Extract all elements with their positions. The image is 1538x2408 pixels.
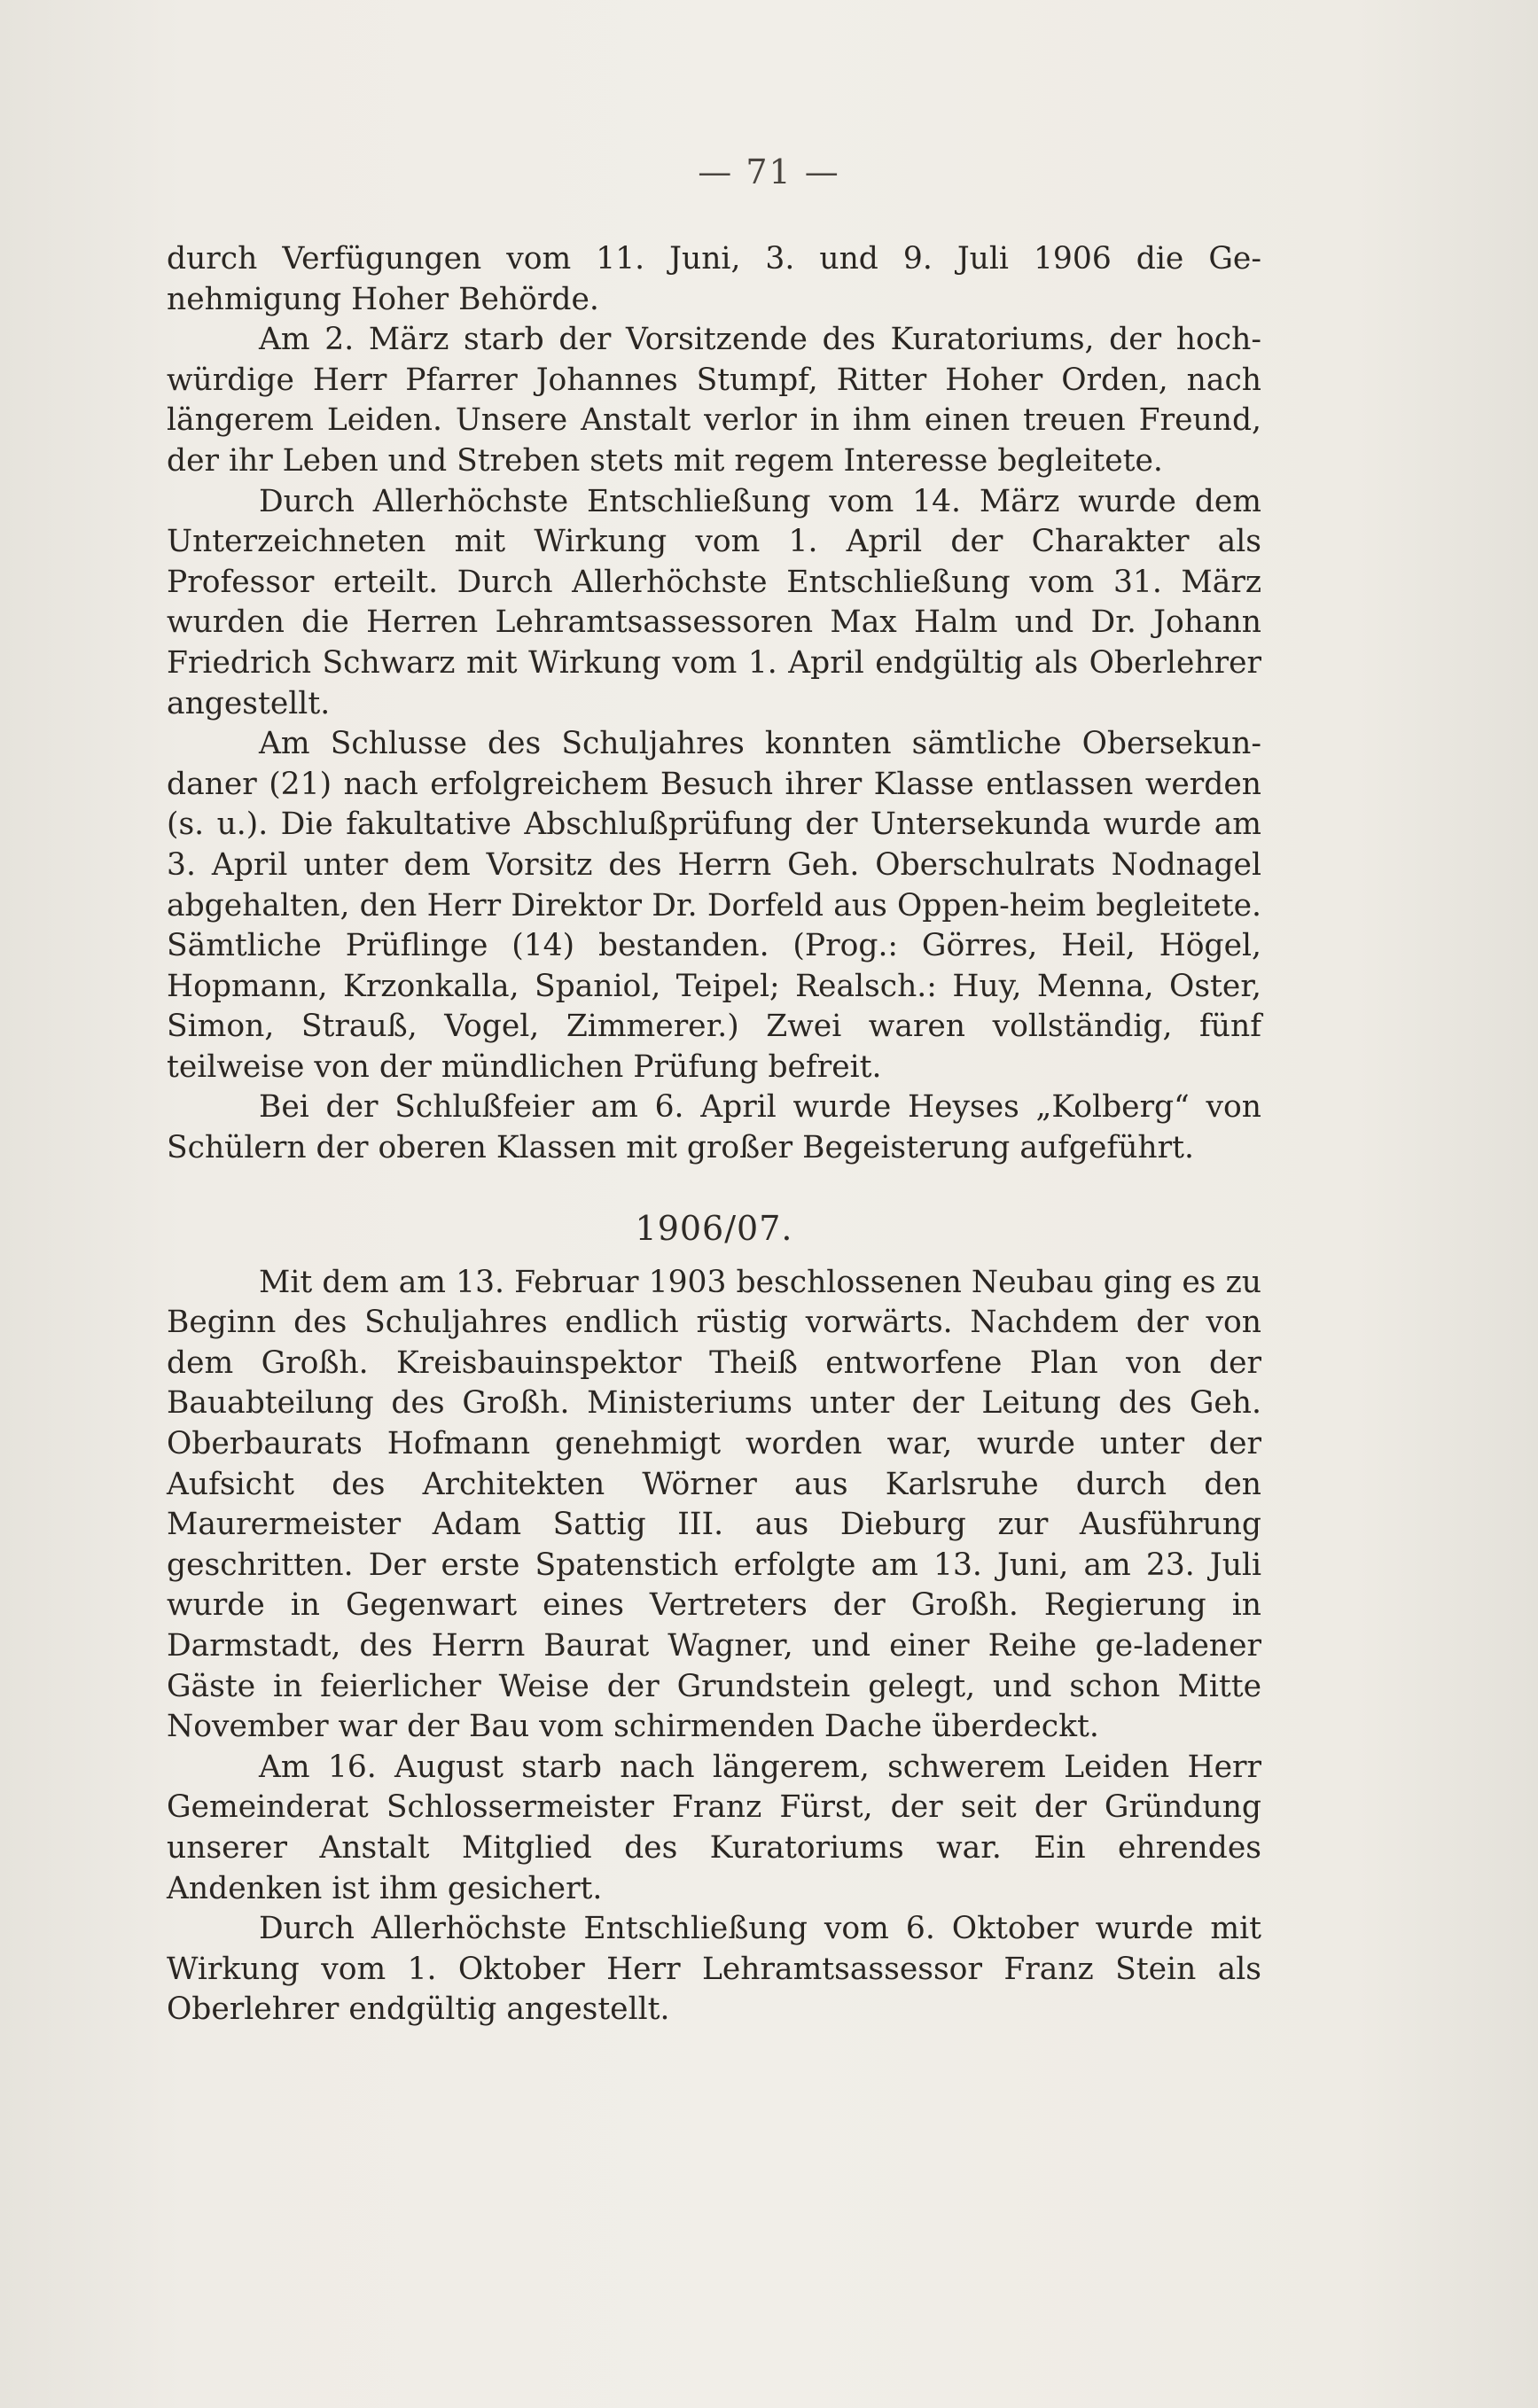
paragraph-approval: durch Verfügungen vom 11. Juni, 3. und 9. Juli 1906 die Ge-nehmigung Hoher Behörde.	[167, 241, 1261, 317]
body-text	[167, 239, 1261, 2030]
section-heading-1906-07: 1906/07.	[635, 1208, 793, 1248]
page-number: — 71 —	[698, 152, 840, 191]
paragraph-death-fuerst: Am 16. August starb nach längerem, schwerem Leiden Herr Gemeinderat Schlossermeister Franz Fürst, der seit der Gründung unserer Anstalt Mitglied des Kuratoriums war. Ein ehrendes Andenken ist ihm gesichert.	[167, 1749, 1261, 1906]
paragraph-appointment-stein: Durch Allerhöchste Entschließung vom 6. Oktober wurde mit Wirkung vom 1. Oktober Herr Lehramtsassessor Franz Stein als Oberlehrer endgültig angestellt.	[167, 1911, 1261, 2028]
paragraph-appointments: Durch Allerhöchste Entschließung vom 14. März wurde dem Unterzeichneten mit Wirkung vom 1. April der Charakter als Professor erteilt. Durch Allerhöchste Entschließung vom 31. März wurden die Herren Lehramtsassessoren Max Halm und Dr. Johann Friedrich Schwarz mit Wirkung vom 1. April endgültig als Oberlehrer angestellt.	[167, 483, 1261, 721]
paragraph-closing-ceremony: Bei der Schlußfeier am 6. April wurde Heyses „Kolberg“ von Schülern der oberen Klassen mit großer Begeisterung aufgeführt.	[167, 1089, 1261, 1166]
paragraph-new-building: Mit dem am 13. Februar 1903 beschlossenen Neubau ging es zu Beginn des Schuljahres endlich rüstig vorwärts. Nachdem der von dem Großh. Kreisbauinspektor Theiß entworfene Plan von der Bauabteilung des Großh. Ministeriums unter der Leitung des Geh. Oberbaurats Hofmann genehmigt worden war, wurde unter der Aufsicht des Architekten Wörner aus Karlsruhe durch den Maurermeister Adam Sattig III. aus Dieburg zur Ausführung geschritten. Der erste Spatenstich erfolgte am 13. Juni, am 23. Juli wurde in Gegenwart eines Vertreters der Großh. Regierung in Darmstadt, des Herrn Baurat Wagner, und einer Reihe ge-ladener Gäste in feierlicher Weise der Grundstein gelegt, und schon Mitte November war der Bau vom schirmenden Dache überdeckt.	[167, 1264, 1261, 1745]
paragraph-death-stumpf: Am 2. März starb der Vorsitzende des Kuratoriums, der hoch-würdige Herr Pfarrer Johannes Stumpf, Ritter Hoher Orden, nach längerem Leiden. Unsere Anstalt verlor in ihm einen treuen Freund, der ihr Leben und Streben stets mit regem Interesse begleitete.	[167, 322, 1261, 479]
paragraph-final-exam: Am Schlusse des Schuljahres konnten sämtliche Obersekun-daner (21) nach erfolgreichem Besuch ihrer Klasse entlassen werden (s. u.). Die fakultative Abschlußprüfung der Untersekunda wurde am 3. April unter dem Vorsitz des Herrn Geh. Oberschulrats Nodnagel abgehalten, den Herr Direktor Dr. Dorfeld aus Oppen-heim begleitete. Sämtliche Prüflinge (14) bestanden. (Prog.: Görres, Heil, Högel, Hopmann, Krzonkalla, Spaniol, Teipel; Realsch.: Huy, Menna, Oster, Simon, Strauß, Vogel, Zimmerer.) Zwei waren vollständig, fünf teilweise von der mündlichen Prüfung befreit.	[167, 726, 1261, 1085]
